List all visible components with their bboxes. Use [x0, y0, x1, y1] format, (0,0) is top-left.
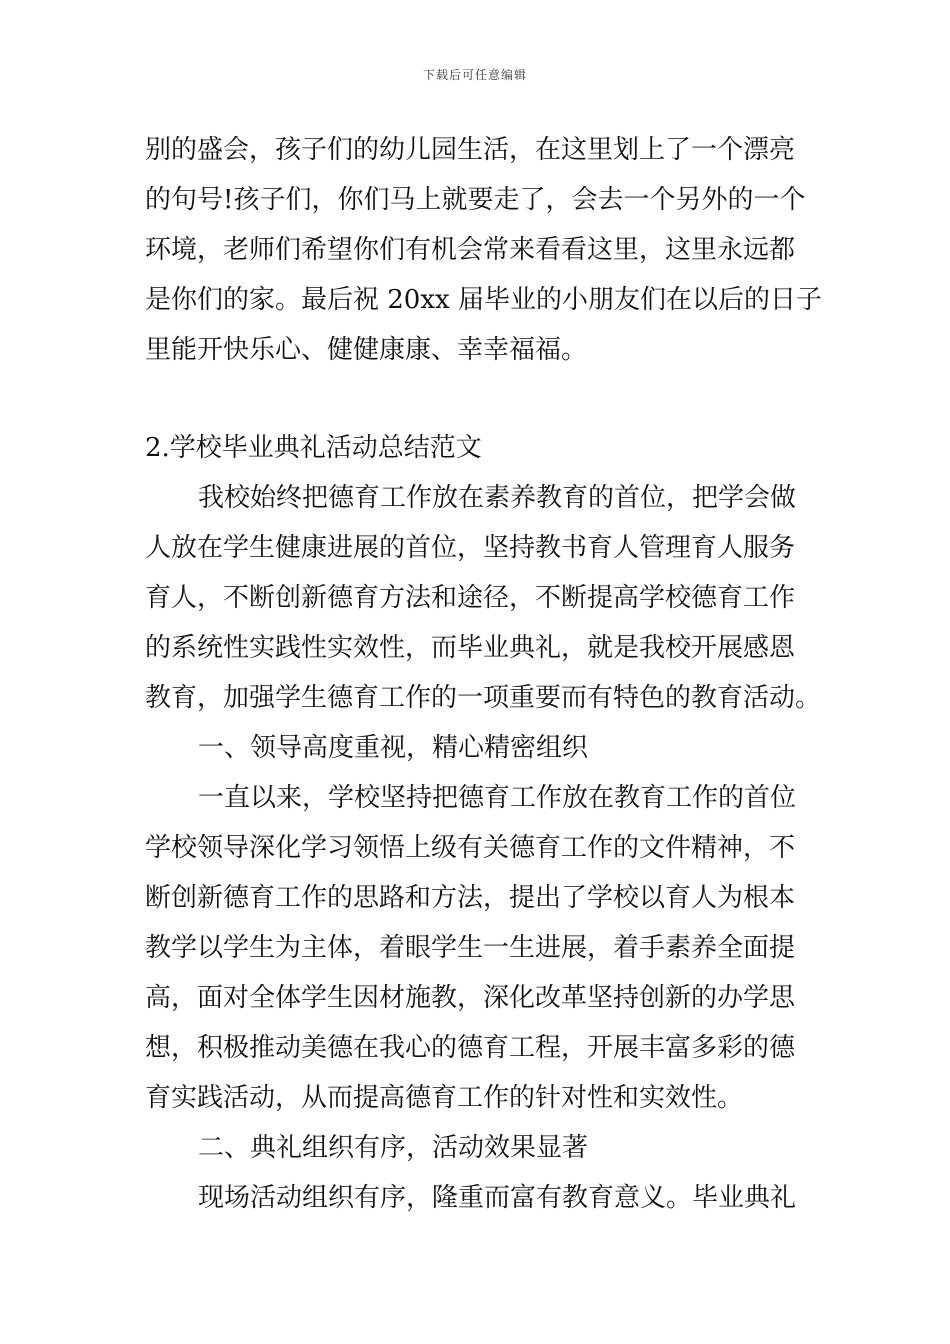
subheading: 二、典礼组织有序，活动效果显著 [198, 1133, 589, 1163]
paragraph-line: 断创新德育工作的思路和方法，提出了学校以育人为根本 [145, 883, 796, 913]
paragraph-line: 人放在学生健康进展的首位，坚持教书育人管理育人服务 [145, 533, 796, 563]
paragraph-line: 想，积极推动美德在我心的德育工程，开展丰富多彩的德 [145, 1033, 796, 1063]
paragraph-line: 高，面对全体学生因材施教，深化改革坚持创新的办学思 [145, 983, 796, 1013]
paragraph-line: 育实践活动，从而提高德育工作的针对性和实效性。 [145, 1083, 744, 1113]
section-title: 2.学校毕业典礼活动总结范文 [145, 433, 482, 463]
paragraph-line: 一直以来，学校坚持把德育工作放在教育工作的首位 [198, 783, 797, 813]
paragraph-line: 教学以学生为主体，着眼学生一生进展，着手素养全面提 [145, 933, 796, 963]
paragraph-line: 里能开快乐心、健健康康、幸幸福福。 [145, 335, 588, 365]
paragraph-line: 现场活动组织有序，隆重而富有教育意义。毕业典礼 [198, 1183, 797, 1213]
page-header: 下载后可任意编辑 [422, 68, 527, 82]
paragraph-line: 是你们的家。最后祝 20xx 届毕业的小朋友们在以后的日子 [145, 285, 822, 315]
paragraph-line: 的系统性实践性实效性，而毕业典礼，就是我校开展感恩 [145, 633, 796, 663]
paragraph-line: 的句号!孩子们，你们马上就要走了，会去一个另外的一个 [145, 185, 806, 215]
paragraph-line: 教育，加强学生德育工作的一项重要而有特色的教育活动。 [145, 683, 822, 713]
paragraph-line: 别的盛会，孩子们的幼儿园生活，在这里划上了一个漂亮 [145, 135, 796, 165]
paragraph-line: 学校领导深化学习领悟上级有关德育工作的文件精神，不 [145, 833, 796, 863]
subheading: 一、领导高度重视，精心精密组织 [198, 733, 589, 763]
paragraph-line: 环境，老师们希望你们有机会常来看看这里，这里永远都 [145, 235, 796, 265]
paragraph-line: 育人，不断创新德育方法和途径，不断提高学校德育工作 [145, 583, 796, 613]
paragraph-line: 我校始终把德育工作放在素养教育的首位，把学会做 [198, 483, 797, 513]
